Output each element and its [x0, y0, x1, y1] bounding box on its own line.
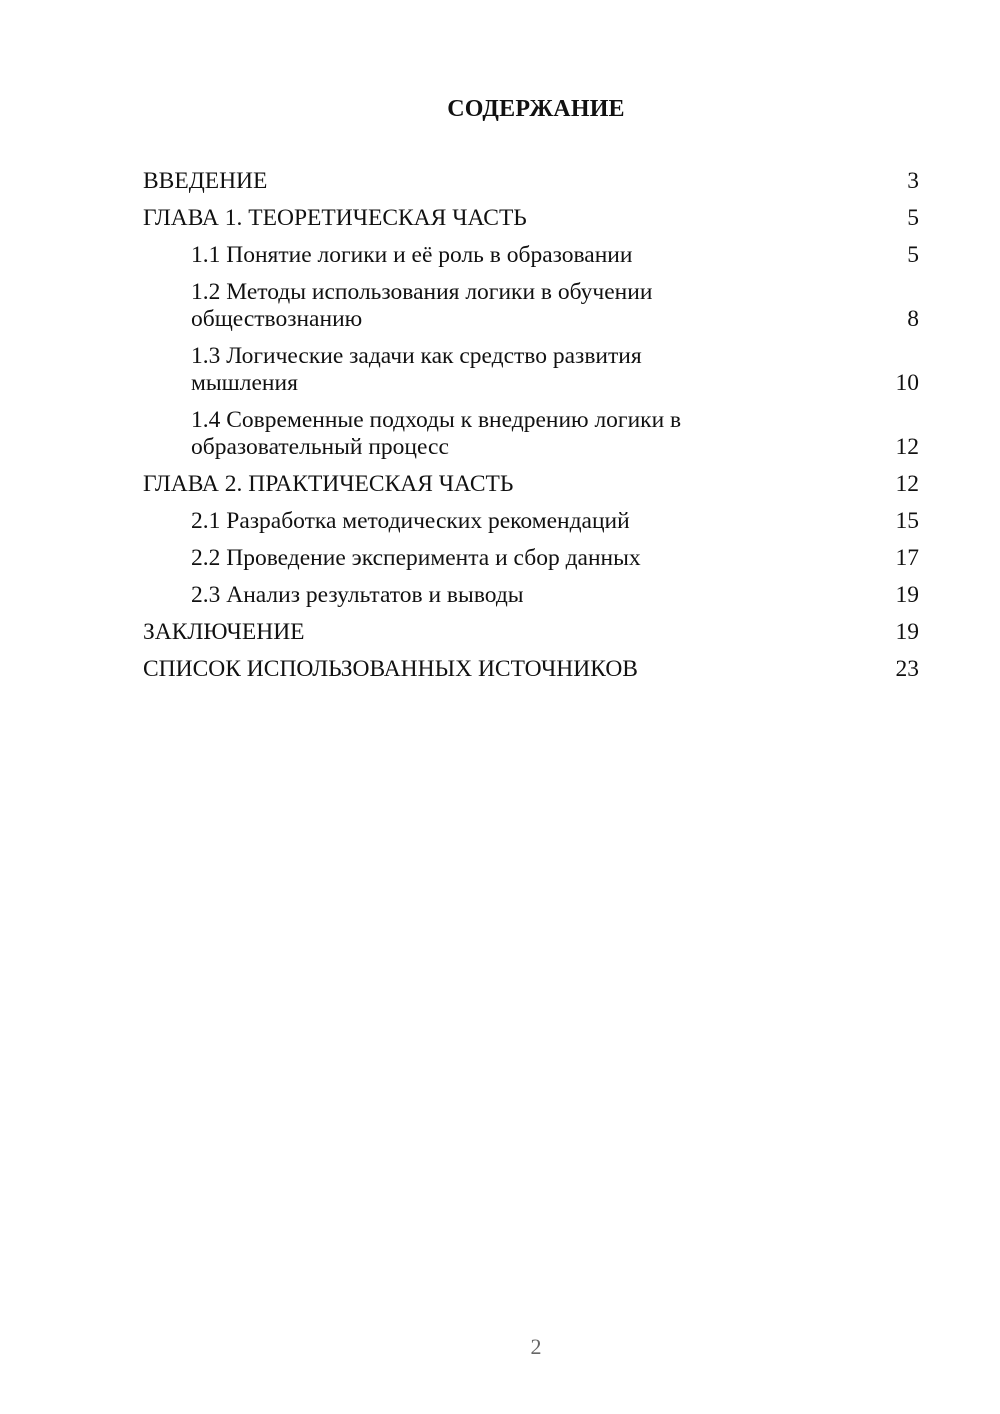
toc-entry-page: 17 — [895, 545, 919, 571]
toc-entry-page: 12 — [895, 471, 919, 497]
toc-entry-section-2-2[interactable] — [143, 545, 919, 572]
toc-entry-page: 3 — [907, 168, 919, 194]
toc-entry-section-1-1[interactable] — [143, 242, 919, 269]
toc-entry-label: 2.1 Разработка методических рекомендаций — [191, 508, 630, 534]
table-of-contents — [143, 168, 919, 693]
toc-entry-references[interactable] — [143, 656, 919, 683]
toc-entry-page: 12 — [895, 434, 919, 460]
toc-entry-page: 19 — [895, 582, 919, 608]
toc-entry-label: 1.1 Понятие логики и её роль в образовании — [191, 242, 633, 268]
toc-entry-chapter-1[interactable] — [143, 205, 919, 232]
toc-entry-page: 5 — [907, 242, 919, 268]
toc-entry-section-1-3[interactable] — [143, 343, 919, 397]
page-number: 2 — [530, 1334, 542, 1359]
toc-entry-page: 10 — [895, 370, 919, 396]
toc-entry-page: 19 — [895, 619, 919, 645]
toc-entry-chapter-2[interactable] — [143, 471, 919, 498]
toc-entry-section-1-2[interactable] — [143, 279, 919, 333]
toc-entry-label: 1.2 Методы использования логики в обучении обществознанию — [191, 279, 653, 332]
toc-entry-page: 23 — [895, 656, 919, 682]
toc-entry-page: 15 — [895, 508, 919, 534]
toc-entry-label: ЗАКЛЮЧЕНИЕ — [143, 619, 305, 645]
toc-entry-label: ВВЕДЕНИЕ — [143, 168, 268, 194]
toc-entry-section-2-1[interactable] — [143, 508, 919, 535]
toc-entry-label: СПИСОК ИСПОЛЬЗОВАННЫХ ИСТОЧНИКОВ — [143, 656, 638, 682]
toc-entry-label: ГЛАВА 1. ТЕОРЕТИЧЕСКАЯ ЧАСТЬ — [143, 205, 527, 231]
toc-entry-introduction[interactable] — [143, 168, 919, 195]
toc-entry-section-2-3[interactable] — [143, 582, 919, 609]
toc-entry-section-1-4[interactable] — [143, 407, 919, 461]
toc-title: СОДЕРЖАНИЕ — [447, 96, 625, 122]
toc-entry-label: 1.4 Современные подходы к внедрению логики в образовательный процесс — [191, 407, 682, 460]
toc-entry-page: 5 — [907, 205, 919, 231]
toc-entry-label: ГЛАВА 2. ПРАКТИЧЕСКАЯ ЧАСТЬ — [143, 471, 514, 497]
toc-entry-label: 1.3 Логические задачи как средство развития мышления — [191, 343, 642, 396]
toc-entry-conclusion[interactable] — [143, 619, 919, 646]
toc-entry-label: 2.3 Анализ результатов и выводы — [191, 582, 524, 608]
toc-entry-page: 8 — [907, 306, 919, 332]
toc-entry-label: 2.2 Проведение эксперимента и сбор данных — [191, 545, 641, 571]
